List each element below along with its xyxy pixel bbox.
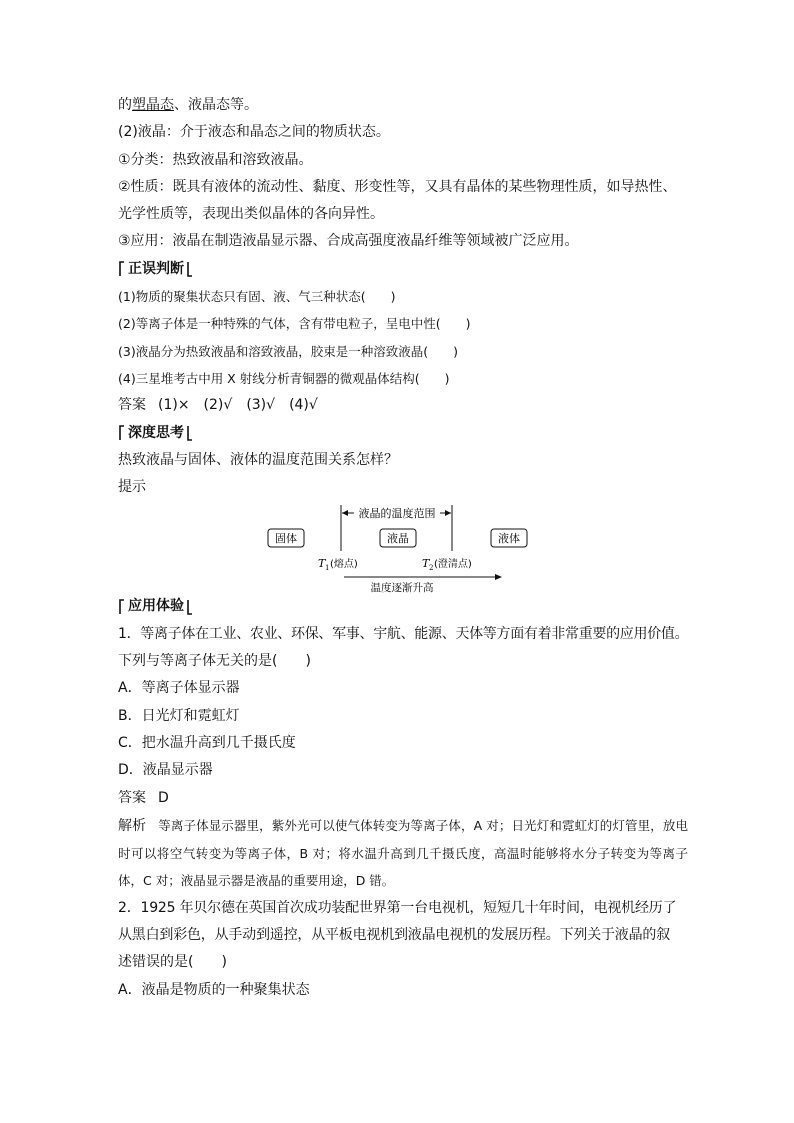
section-heading-think: 深度思考 — [118, 420, 688, 447]
t2-subscript: 2 — [429, 564, 434, 573]
range-label: 液晶的温度范围 — [358, 507, 436, 521]
explanation-text: 等离子体显示器里，紫外光可以使气体转变为等离子体，A 对；日光灯和霓虹灯的灯管里，放电时可以将空气转变为等离子体，B 对；将水温升高到几千摄氏度，高温时能够将水分子转变为等离子体，C 对；液晶显示器是液晶的重要用途，D 错。 — [118, 817, 688, 889]
option-b: B．日光灯和霓虹灯 — [118, 707, 240, 724]
question-1-stem: 1．等离子体在工业、农业、环保、军事、宇航、能源、天体等方面有着非常重要的应用价值。 — [118, 625, 689, 642]
solid-label: 固体 — [275, 532, 297, 546]
hint-label: 提示 — [118, 479, 146, 496]
liquid-label: 液体 — [498, 532, 520, 546]
answer-text: D — [158, 789, 169, 806]
t1-symbol: T — [318, 557, 326, 571]
option-a: A．等离子体显示器 — [118, 680, 240, 697]
answer-text: (1)× (2)√ (3)√ (4)√ — [158, 397, 318, 414]
document-page — [118, 92, 688, 1004]
question-2-stem-cont: 述错误的是( ) — [118, 954, 227, 971]
option-c: C．把水温升高到几千摄氏度 — [118, 734, 296, 751]
liquid-crystal-label: 液晶 — [387, 532, 409, 546]
text-line: 的塑晶态、液晶态等。 — [118, 97, 258, 113]
corner-bracket-right-icon — [186, 598, 194, 616]
judge-item: (3)液晶分为热致液晶和溶致液晶，胶束是一种溶致液晶( ) — [118, 343, 458, 359]
text-line: (2)液晶：介于液态和晶态之间的物质状态。 — [118, 124, 390, 141]
answer-label: 答案 — [118, 789, 146, 806]
judge-item: (2)等离子体是一种特殊的气体，含有带电粒子，呈电中性( ) — [118, 316, 471, 332]
judge-item: (1)物质的聚集状态只有固、液、气三种状态( ) — [118, 289, 396, 305]
answer-line — [118, 785, 688, 812]
underlined-term: 塑晶态 — [132, 97, 174, 113]
question-2-stem-cont: 从黑白到彩色，从手动到遥控，从平板电视机到液晶电视机的发展历程。下列关于液晶的叙 — [118, 927, 670, 944]
option-d: D．液晶显示器 — [118, 762, 213, 779]
temperature-diagram — [118, 505, 688, 593]
corner-bracket-left-icon — [118, 424, 126, 442]
range-arrow-left-icon — [342, 510, 348, 516]
corner-bracket-left-icon — [118, 260, 126, 278]
text-line: 光学性质等，表现出类似晶体的各向异性。 — [118, 206, 384, 223]
corner-bracket-right-icon — [186, 424, 194, 442]
question-text: 热致液晶与固体、液体的温度范围关系怎样？ — [118, 451, 398, 468]
explanation — [118, 812, 688, 895]
t2-note: (澄清点) — [434, 559, 472, 571]
section-heading-apply: 应用体验 — [118, 593, 688, 620]
temperature-arrow-label: 温度逐渐升高 — [370, 582, 434, 595]
explanation-label: 解析 — [118, 817, 147, 834]
t2-symbol: T — [422, 557, 430, 571]
text-line: ②性质：既具有液体的流动性、黏度、形变性等，又具有晶体的某些物理性质，如导热性、 — [118, 178, 677, 195]
range-arrow-right-icon — [445, 510, 451, 516]
option-a: A．液晶是物质的一种聚集状态 — [118, 981, 310, 998]
section-heading-judge: 正误判断 — [118, 256, 688, 283]
t1-note: (熔点) — [330, 559, 358, 571]
text-line: ①分类：热致液晶和溶致液晶。 — [118, 151, 313, 168]
temperature-arrow-head-icon — [495, 574, 502, 580]
t1-subscript: 1 — [325, 564, 330, 573]
question-1-stem-cont: 下列与等离子体无关的是( ) — [118, 653, 311, 670]
question-2-stem: 2．1925 年贝尔德在英国首次成功装配世界第一台电视机，短短几十年时间，电视机经历了 — [118, 899, 677, 916]
judge-item: (4)三星堆考古中用 X 射线分析青铜器的微观晶体结构( ) — [118, 370, 450, 386]
text-line: ③应用：液晶在制造液晶显示器、合成高强度液晶纤维等领域被广泛应用。 — [118, 233, 579, 250]
answer-label: 答案 — [118, 397, 146, 414]
answer-line — [118, 392, 688, 419]
temperature-diagram-svg — [118, 505, 688, 597]
corner-bracket-right-icon — [186, 260, 194, 278]
corner-bracket-left-icon — [118, 598, 126, 616]
